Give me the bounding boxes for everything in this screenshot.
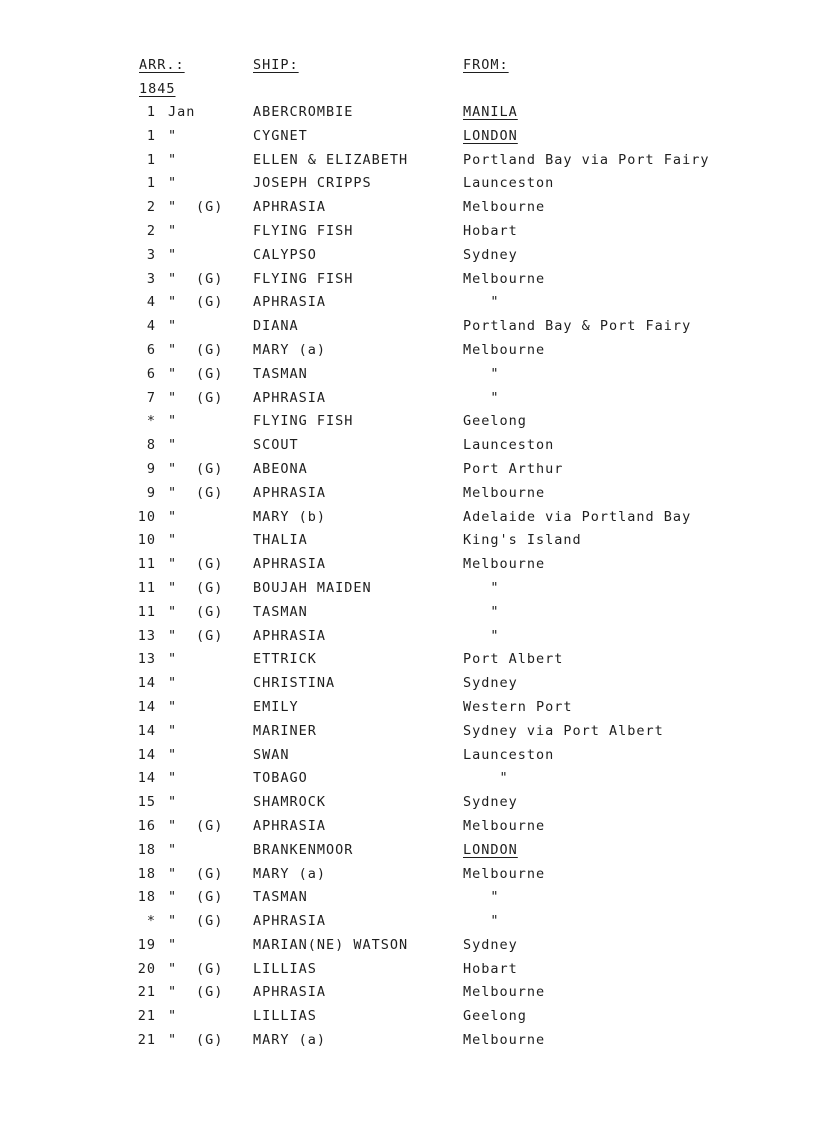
arrival-month: " <box>168 1032 178 1049</box>
ship-name: DIANA <box>253 318 299 335</box>
from-column-header: FROM: <box>463 57 509 73</box>
arrival-month: " <box>168 841 178 858</box>
table-row <box>0 721 816 745</box>
table-row <box>0 911 816 935</box>
origin-port: Sydney <box>463 936 518 953</box>
ship-name: BOUJAH MAIDEN <box>253 579 372 596</box>
ship-name: THALIA <box>253 532 308 549</box>
origin-port: " <box>463 627 500 644</box>
arrival-month: " <box>168 1008 178 1025</box>
arrival-day: 6 <box>146 341 156 358</box>
arrival-month: " <box>168 936 178 953</box>
arrival-month: " <box>168 746 178 763</box>
origin-port: " <box>463 889 500 906</box>
arrival-day: 18 <box>137 841 156 858</box>
geelong-marker: (G) <box>196 603 224 620</box>
arrival-month: " <box>168 341 178 358</box>
arrival-day: * <box>146 913 156 930</box>
arrival-month: " <box>168 365 178 382</box>
table-row <box>0 292 816 316</box>
arrival-month: " <box>168 984 178 1001</box>
origin-port: Melbourne <box>463 1032 546 1049</box>
geelong-marker: (G) <box>196 365 224 382</box>
arr-column-header: ARR.: <box>139 57 185 73</box>
origin-port: Port Arthur <box>463 460 564 477</box>
arrivals-list <box>0 102 816 1054</box>
origin-port: Hobart <box>463 960 518 977</box>
origin-port: Port Albert <box>463 651 564 668</box>
origin-port: King's Island <box>463 532 582 549</box>
geelong-marker: (G) <box>196 294 224 311</box>
table-row <box>0 982 816 1006</box>
arrival-month: " <box>168 817 178 834</box>
table-row <box>0 602 816 626</box>
origin-port: Sydney <box>463 675 518 692</box>
geelong-marker: (G) <box>196 460 224 477</box>
ship-name: TOBAGO <box>253 770 308 787</box>
arrival-month: " <box>168 413 178 430</box>
arrival-day: 15 <box>137 794 156 811</box>
arrival-month: Jan <box>168 104 196 120</box>
arrival-month: " <box>168 794 178 811</box>
ship-name: APHRASIA <box>253 484 327 501</box>
origin-port: LONDON <box>463 841 518 858</box>
arrival-day: 14 <box>137 770 156 787</box>
ship-name: APHRASIA <box>253 817 327 834</box>
arrival-day: 4 <box>146 318 156 335</box>
arrival-month: " <box>168 556 178 573</box>
arrival-day: 20 <box>137 960 156 977</box>
arrival-day: * <box>146 413 156 430</box>
table-row <box>0 530 816 554</box>
arrival-day: 1 <box>146 151 156 168</box>
arrival-month: " <box>168 270 178 287</box>
arrival-month: " <box>168 460 178 477</box>
arrival-month: " <box>168 151 178 168</box>
origin-port: Melbourne <box>463 199 546 216</box>
table-row <box>0 197 816 221</box>
arrival-day: 2 <box>146 222 156 239</box>
ship-name: TASMAN <box>253 889 308 906</box>
table-row <box>0 150 816 174</box>
origin-port: MANILA <box>463 104 518 120</box>
year-heading: 1845 <box>139 81 176 97</box>
arrival-month: " <box>168 722 178 739</box>
origin-port: Western Port <box>463 698 573 715</box>
origin-port: Sydney via Port Albert <box>463 722 664 739</box>
arrival-day: 11 <box>137 579 156 596</box>
ship-name: TASMAN <box>253 365 308 382</box>
arrival-month: " <box>168 698 178 715</box>
arrival-month: " <box>168 603 178 620</box>
arrival-day: 11 <box>137 556 156 573</box>
table-row <box>0 697 816 721</box>
table-row <box>0 435 816 459</box>
geelong-marker: (G) <box>196 984 224 1001</box>
arrival-day: 1 <box>146 175 156 192</box>
arrival-month: " <box>168 484 178 501</box>
ship-name: APHRASIA <box>253 984 327 1001</box>
geelong-marker: (G) <box>196 341 224 358</box>
table-row <box>0 364 816 388</box>
ship-name: LILLIAS <box>253 960 317 977</box>
ship-name: ELLEN & ELIZABETH <box>253 151 409 168</box>
arrival-month: " <box>168 960 178 977</box>
arrival-month: " <box>168 889 178 906</box>
arrival-day: 10 <box>137 508 156 525</box>
arrival-day: 18 <box>137 865 156 882</box>
ship-name: JOSEPH CRIPPS <box>253 175 372 192</box>
ship-name: CYGNET <box>253 127 308 144</box>
table-row <box>0 340 816 364</box>
arrival-month: " <box>168 294 178 311</box>
ship-name: APHRASIA <box>253 294 327 311</box>
arrival-day: 7 <box>146 389 156 406</box>
table-row <box>0 388 816 412</box>
table-row <box>0 626 816 650</box>
geelong-marker: (G) <box>196 484 224 501</box>
arrival-day: 13 <box>137 627 156 644</box>
origin-port: " <box>463 365 500 382</box>
arrival-month: " <box>168 532 178 549</box>
arrival-month: " <box>168 127 178 144</box>
origin-port: Launceston <box>463 175 555 192</box>
arrival-month: " <box>168 651 178 668</box>
ship-name: CALYPSO <box>253 246 317 263</box>
ship-name: APHRASIA <box>253 556 327 573</box>
arrival-day: 8 <box>146 437 156 454</box>
origin-port: Melbourne <box>463 817 546 834</box>
arrival-month: " <box>168 913 178 930</box>
ship-name: APHRASIA <box>253 627 327 644</box>
arrival-day: 9 <box>146 484 156 501</box>
ship-name: SCOUT <box>253 437 299 454</box>
arrival-day: 21 <box>137 1008 156 1025</box>
ship-name: SHAMROCK <box>253 794 327 811</box>
ship-name: MARY (a) <box>253 341 327 358</box>
arrival-month: " <box>168 175 178 192</box>
ship-name: EMILY <box>253 698 299 715</box>
arrival-day: 3 <box>146 270 156 287</box>
table-row <box>0 126 816 150</box>
arrival-day: 14 <box>137 698 156 715</box>
ship-name: APHRASIA <box>253 913 327 930</box>
geelong-marker: (G) <box>196 817 224 834</box>
arrival-month: " <box>168 579 178 596</box>
arrival-day: 10 <box>137 532 156 549</box>
arrival-day: 18 <box>137 889 156 906</box>
ship-column-header: SHIP: <box>253 57 299 73</box>
ship-name: LILLIAS <box>253 1008 317 1025</box>
ship-name: FLYING FISH <box>253 270 354 287</box>
table-row <box>0 554 816 578</box>
arrival-month: " <box>168 199 178 216</box>
table-row <box>0 102 816 126</box>
origin-port: Portland Bay & Port Fairy <box>463 318 692 335</box>
ship-name: MARY (b) <box>253 508 327 525</box>
table-row <box>0 578 816 602</box>
arrival-month: " <box>168 675 178 692</box>
arrival-month: " <box>168 437 178 454</box>
ship-name: ABERCROMBIE <box>253 104 354 120</box>
arrival-day: 9 <box>146 460 156 477</box>
ship-name: SWAN <box>253 746 290 763</box>
arrival-day: 19 <box>137 936 156 953</box>
table-row <box>0 840 816 864</box>
origin-port: Adelaide via Portland Bay <box>463 508 692 525</box>
origin-port: Launceston <box>463 437 555 454</box>
ship-name: FLYING FISH <box>253 413 354 430</box>
table-row <box>0 507 816 531</box>
geelong-marker: (G) <box>196 556 224 573</box>
table-row <box>0 411 816 435</box>
origin-port: Sydney <box>463 794 518 811</box>
table-row <box>0 792 816 816</box>
table-row <box>0 483 816 507</box>
table-row <box>0 316 816 340</box>
ship-name: TASMAN <box>253 603 308 620</box>
origin-port: " <box>463 770 509 787</box>
arrival-day: 6 <box>146 365 156 382</box>
origin-port: " <box>463 603 500 620</box>
arrival-month: " <box>168 246 178 263</box>
geelong-marker: (G) <box>196 627 224 644</box>
origin-port: Hobart <box>463 222 518 239</box>
ship-name: MARIAN(NE) WATSON <box>253 936 409 953</box>
arrival-month: " <box>168 770 178 787</box>
geelong-marker: (G) <box>196 913 224 930</box>
arrival-day: 13 <box>137 651 156 668</box>
table-row <box>0 1006 816 1030</box>
origin-port: Sydney <box>463 246 518 263</box>
arrival-month: " <box>168 389 178 406</box>
arrival-day: 14 <box>137 722 156 739</box>
arrival-month: " <box>168 627 178 644</box>
arrival-day: 1 <box>146 104 156 120</box>
origin-port: " <box>463 389 500 406</box>
origin-port: " <box>463 294 500 311</box>
table-row <box>0 173 816 197</box>
origin-port: Melbourne <box>463 556 546 573</box>
arrival-day: 14 <box>137 746 156 763</box>
table-row <box>0 816 816 840</box>
table-row <box>0 1030 816 1054</box>
ship-name: BRANKENMOOR <box>253 841 354 858</box>
ship-name: FLYING FISH <box>253 222 354 239</box>
table-row <box>0 768 816 792</box>
table-row <box>0 459 816 483</box>
origin-port: LONDON <box>463 127 518 144</box>
geelong-marker: (G) <box>196 270 224 287</box>
table-row <box>0 887 816 911</box>
origin-port: Melbourne <box>463 341 546 358</box>
arrival-month: " <box>168 222 178 239</box>
arrival-day: 2 <box>146 199 156 216</box>
ship-name: ETTRICK <box>253 651 317 668</box>
table-row <box>0 221 816 245</box>
origin-port: Melbourne <box>463 270 546 287</box>
ship-name: APHRASIA <box>253 199 327 216</box>
geelong-marker: (G) <box>196 199 224 216</box>
table-row <box>0 959 816 983</box>
origin-port: Portland Bay via Port Fairy <box>463 151 710 168</box>
origin-port: Melbourne <box>463 984 546 1001</box>
arrival-day: 21 <box>137 984 156 1001</box>
geelong-marker: (G) <box>196 1032 224 1049</box>
geelong-marker: (G) <box>196 389 224 406</box>
geelong-marker: (G) <box>196 865 224 882</box>
arrival-month: " <box>168 318 178 335</box>
table-row <box>0 745 816 769</box>
origin-port: " <box>463 579 500 596</box>
arrival-day: 1 <box>146 127 156 144</box>
arrival-month: " <box>168 508 178 525</box>
origin-port: Geelong <box>463 1008 527 1025</box>
origin-port: Melbourne <box>463 484 546 501</box>
origin-port: Melbourne <box>463 865 546 882</box>
ship-name: APHRASIA <box>253 389 327 406</box>
table-row <box>0 245 816 269</box>
ship-name: MARY (a) <box>253 1032 327 1049</box>
arrival-day: 14 <box>137 675 156 692</box>
arrival-day: 21 <box>137 1032 156 1049</box>
arrival-day: 11 <box>137 603 156 620</box>
ship-name: MARY (a) <box>253 865 327 882</box>
ship-name: MARINER <box>253 722 317 739</box>
origin-port: " <box>463 913 500 930</box>
geelong-marker: (G) <box>196 579 224 596</box>
geelong-marker: (G) <box>196 960 224 977</box>
arrival-month: " <box>168 865 178 882</box>
ship-name: ABEONA <box>253 460 308 477</box>
table-row <box>0 673 816 697</box>
arrival-day: 16 <box>137 817 156 834</box>
table-row <box>0 935 816 959</box>
ship-name: CHRISTINA <box>253 675 336 692</box>
arrival-day: 3 <box>146 246 156 263</box>
origin-port: Launceston <box>463 746 555 763</box>
arrival-day: 4 <box>146 294 156 311</box>
table-row <box>0 649 816 673</box>
table-row <box>0 864 816 888</box>
geelong-marker: (G) <box>196 889 224 906</box>
table-row <box>0 269 816 293</box>
origin-port: Geelong <box>463 413 527 430</box>
